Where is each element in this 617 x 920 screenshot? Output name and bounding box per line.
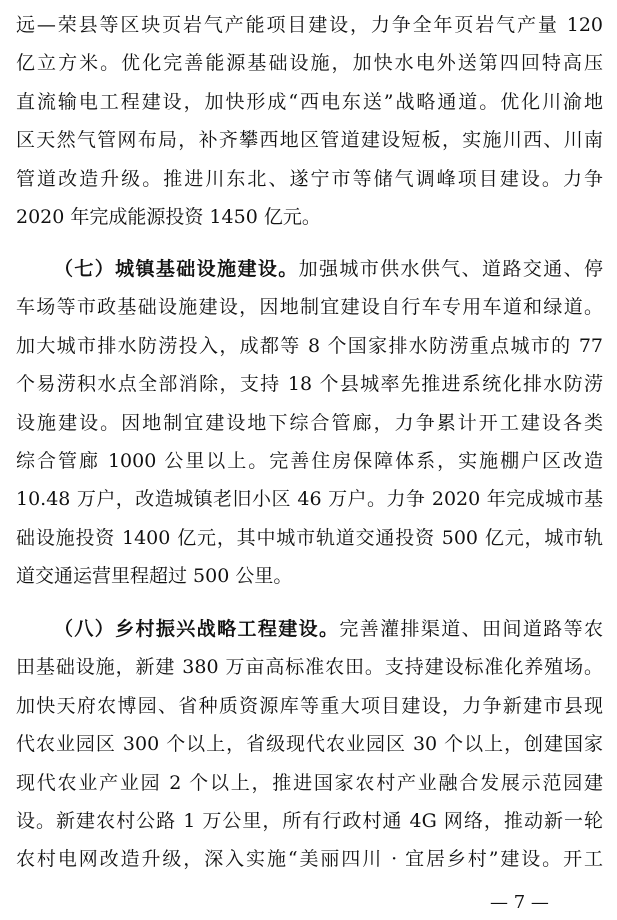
text-line: 农村电网改造升级，深入实施“美丽四川 · 宜居乡村”建设。开工 [16, 848, 603, 871]
section-heading: （八）乡村振兴战略工程建设。 [54, 618, 340, 640]
text-line: 础设施投资 1400 亿元，其中城市轨道交通投资 500 亿元，城市轨 [16, 526, 603, 549]
page-number: — 7 — [490, 892, 549, 913]
text-line: 加快天府农博园、省种质资源库等重大项目建设，力争新建市县现 [16, 694, 603, 717]
paragraph-energy [16, 6, 603, 236]
text-line: 个易涝积水点全部消除，支持 18 个县城率先推进系统化排水防涝 [16, 373, 603, 396]
text-line: 田基础设施，新建 380 万亩高标准农田。支持建设标准化养殖场。 [16, 656, 603, 679]
first-line-text: 完善灌排渠道、田间道路等农 [339, 618, 603, 640]
first-line-text: 加强城市供水供气、道路交通、停 [298, 258, 603, 280]
text-line: 直流输电工程建设，加快形成“西电东送”战略通道。优化川渝地 [16, 90, 603, 113]
text-line: 代农业园区 300 个以上，省级现代农业园区 30 个以上，创建国家 [16, 733, 603, 756]
text-line: 2020 年完成能源投资 1450 亿元。 [16, 205, 321, 228]
paragraph-rural-revitalization [16, 610, 603, 879]
paragraph-first-line [16, 250, 603, 288]
text-line: 管道改造升级。推进川东北、遂宁市等储气调峰项目建设。力争 [16, 167, 603, 190]
paragraph-urban-infrastructure [16, 250, 603, 596]
text-line: 车场等市政基础设施建设，因地制宜建设自行车专用车道和绿道。 [16, 296, 603, 319]
text-line: 10.48 万户，改造城镇老旧小区 46 万户。力争 2020 年完成城市基 [16, 488, 603, 511]
text-line: 远—荣县等区块页岩气产能项目建设，力争全年页岩气产量 120 [16, 14, 603, 36]
text-line: 道交通运营里程超过 500 公里。 [16, 565, 293, 588]
paragraph-first-line [16, 610, 603, 648]
text-line: 亿立方米。优化完善能源基础设施，加快水电外送第四回特高压 [16, 52, 603, 75]
text-line: 综合管廊 1000 公里以上。完善住房保障体系，实施棚户区改造 [16, 449, 603, 472]
text-line: 设。新建农村公路 1 万公里，所有行政村通 4G 网络，推动新一轮 [16, 809, 603, 832]
text-line: 设施建设。因地制宜建设地下综合管廊，力争累计开工建设各类 [16, 411, 603, 434]
text-line: 现代农业产业园 2 个以上，推进国家农村产业融合发展示范园建 [16, 771, 603, 794]
text-line: 加大城市排水防涝投入，成都等 8 个国家排水防涝重点城市的 77 [16, 334, 603, 357]
text-line: 区天然气管网布局，补齐攀西地区管道建设短板，实施川西、川南 [16, 129, 603, 152]
section-heading: （七）城镇基础设施建设。 [54, 258, 299, 280]
